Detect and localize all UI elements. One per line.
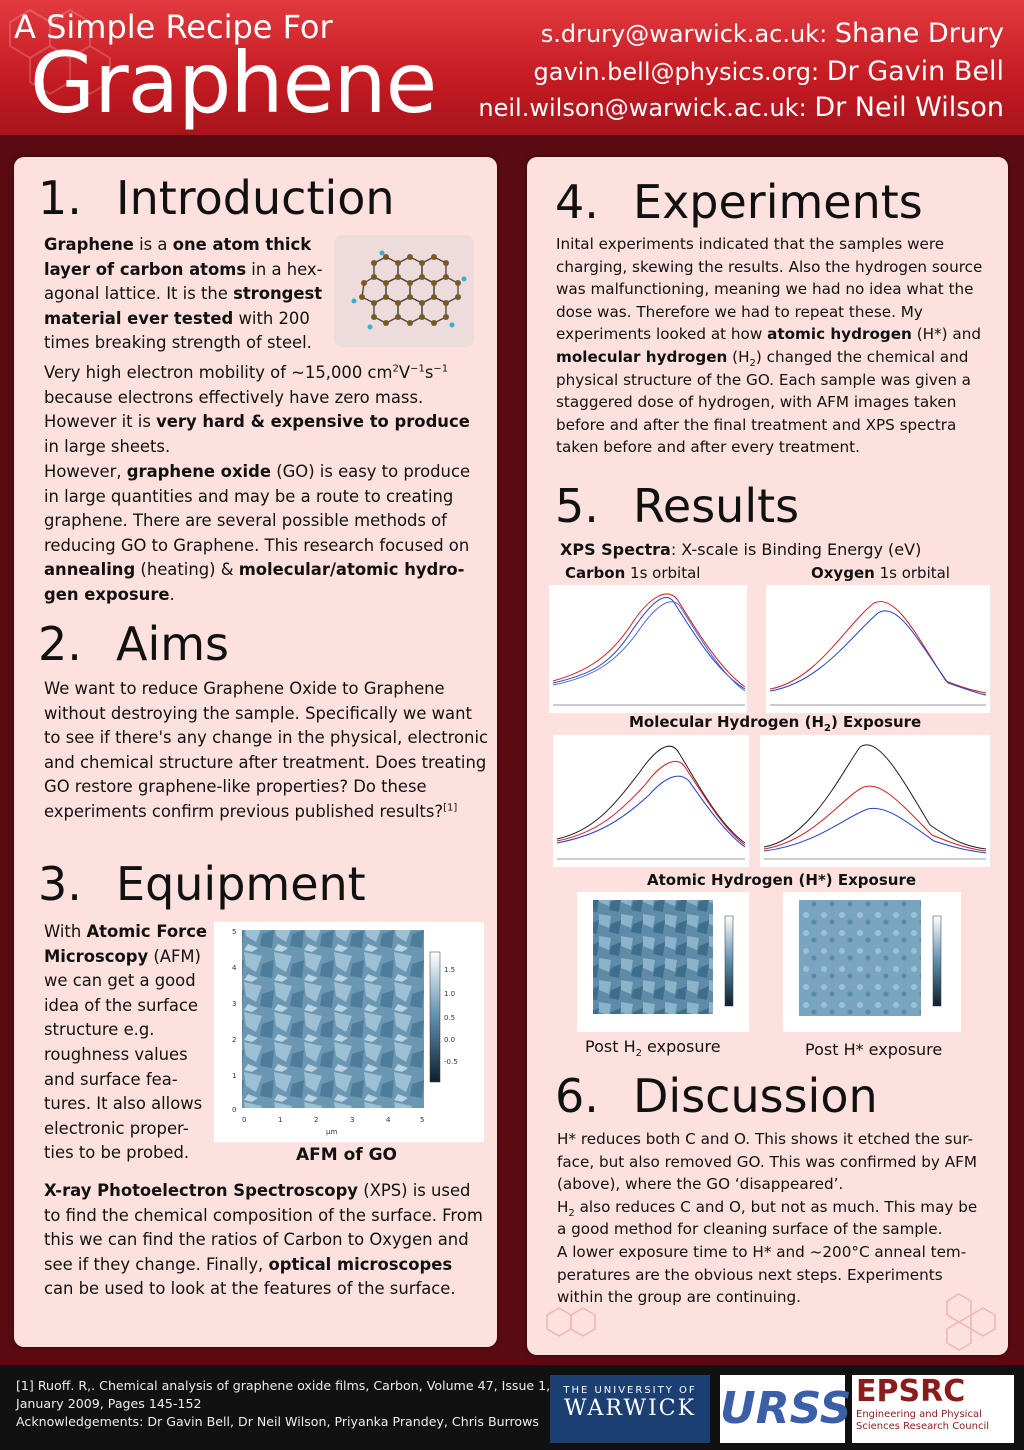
- oxygen-h2-spectrum: [766, 585, 990, 713]
- section-heading-results: 5. Results: [555, 479, 800, 533]
- experiments-paragraph: Inital experiments indicated that the samples were charging, skewing the results. Also the hydrogen source was malfunctioning, meaning we had no idea what the dose was. Therefore we had to repeat these. My experiments looked at how atomic hydrogen (H*) and molecular hydrogen $(H_2)$ changed the chemical and physical structure of the GO. Each sample was given a staggered dose of hydrogen, with AFM images taken before and after the final treatment and XPS spectra taken before and after every treatment.: [556, 235, 983, 457]
- warwick-logo[interactable]: THE UNIVERSITY OF WARWICK: [550, 1375, 710, 1443]
- atomic-hydrogen-caption: Atomic Hydrogen (H*) Exposure: [647, 871, 917, 889]
- svg-text:0.5: 0.5: [444, 1014, 456, 1022]
- poster-header: [0, 0, 1024, 135]
- svg-text:μm: μm: [326, 1128, 338, 1136]
- svg-text:3: 3: [232, 1000, 237, 1008]
- afm-post-h2-image: [577, 892, 749, 1032]
- svg-text:3: 3: [350, 1116, 355, 1124]
- post-h2-caption: Post $H_2$ exposure: [585, 1037, 721, 1060]
- svg-text:4: 4: [232, 964, 237, 972]
- svg-text:1.5: 1.5: [444, 966, 456, 974]
- urss-logo[interactable]: URSS: [720, 1375, 845, 1443]
- svg-text:5: 5: [232, 928, 237, 936]
- intro-paragraph-1: Graphene is a one atom thick layer of carbon atoms in a hex-agonal lattice. It is the strongest material ever tested with 200 times breaking strength of steel.: [44, 235, 323, 353]
- carbon-label: Carbon 1s orbital: [565, 564, 701, 582]
- oxygen-label: Oxygen 1s orbital: [811, 564, 950, 582]
- author-2: [534, 56, 1005, 87]
- author-email[interactable]: neil.wilson@warwick.ac.uk:: [478, 94, 807, 122]
- svg-text:1: 1: [232, 1072, 237, 1080]
- svg-text:0: 0: [232, 1106, 237, 1114]
- acknowledgements: Acknowledgements: Dr Gavin Bell, Dr Neil Wilson, Priyanka Prandey, Chris Burrows: [16, 1414, 539, 1429]
- aims-paragraph: We want to reduce Graphene Oxide to Graphene without destroying the sample. Specifically we want to see if there's any change in the physical, electronic and chemical structure after treatment. Does treating GO restore graphene-like properties? Do these experiments confirm previous published results?[1]: [44, 679, 489, 821]
- intro-paragraph-3: However, graphene oxide (GO) is easy to produce in large quantities and may be a route to creating graphene. There are several possible methods of reducing GO to Graphene. This research focused on annealing (heating) & molecular/atomic hydro-gen exposure.: [44, 462, 471, 604]
- discussion-paragraph: H* reduces both C and O. This shows it etched the sur-face, but also removed GO. This was confirmed by AFM (above), where the GO ‘disappeared’. $H_2$ also reduces C and O, but not as much. This may be a good method for cleaning surface of the sample. A lower exposure time to H* and ~200°C anneal tem-peratures are the obvious next steps. Experiments within the group are continuing.: [557, 1130, 978, 1307]
- post-hstar-caption: Post H* exposure: [805, 1040, 943, 1059]
- svg-text:4: 4: [386, 1116, 391, 1124]
- poster-title: Graphene: [30, 34, 437, 132]
- epsrc-logo[interactable]: EPSRC Engineering and Physical Sciences Research Council: [852, 1375, 1014, 1443]
- hexagon-decoration-icon: [527, 1285, 1008, 1355]
- right-column-panel: [527, 157, 1008, 1355]
- poster-subtitle: A Simple Recipe For: [14, 8, 333, 46]
- left-column-panel: [14, 157, 497, 1347]
- afm-post-hstar-image: [783, 892, 961, 1032]
- intro-paragraph-2: Very high electron mobility of ~15,000 $cm^2V^{-1}s^{-1}$ because electrons effectively have zero mass. However it is very hard & expensive to produce in large sheets.: [44, 363, 470, 456]
- molecular-hydrogen-caption: Molecular Hydrogen $(H_2)$ Exposure: [629, 713, 922, 734]
- svg-text:0.0: 0.0: [444, 1036, 456, 1044]
- carbon-h2-spectrum: [549, 585, 747, 713]
- svg-text:2: 2: [314, 1116, 319, 1124]
- svg-text:-0.5: -0.5: [444, 1058, 458, 1066]
- author-name: Dr Gavin Bell: [826, 56, 1004, 87]
- svg-text:1.0: 1.0: [444, 990, 456, 998]
- author-name: Dr Neil Wilson: [814, 92, 1004, 123]
- afm-caption: AFM of GO: [296, 1145, 398, 1165]
- xps-header: XPS Spectra: X-scale is Binding Energy (eV): [560, 540, 922, 559]
- svg-text:1: 1: [278, 1116, 283, 1124]
- section-heading-aims: 2. Aims: [38, 617, 230, 671]
- section-heading-experiments: 4. Experiments: [555, 175, 923, 229]
- author-3: [478, 92, 1004, 123]
- reference-1: [1] Ruoff. R,. Chemical analysis of graphene oxide films, Carbon, Volume 47, Issue 1, January 2009, Pages 145-152: [16, 1378, 551, 1411]
- svg-text:2: 2: [232, 1036, 237, 1044]
- svg-text:5: 5: [420, 1116, 425, 1124]
- author-email[interactable]: gavin.bell@physics.org:: [533, 58, 820, 86]
- oxygen-hstar-spectrum: [760, 735, 990, 867]
- graphene-lattice-icon: [334, 235, 474, 347]
- footer-references: [16, 1377, 556, 1431]
- svg-text:0: 0: [242, 1116, 247, 1124]
- author-1: [541, 18, 1004, 49]
- section-heading-equipment: 3. Equipment: [38, 857, 366, 911]
- author-name: Shane Drury: [834, 18, 1004, 49]
- equipment-afm-text: With Atomic Force Microscopy (AFM) we can get a good idea of the surface structure e.g. roughness values and surface fea-tures. It also allows electronic proper-ties to be probed.: [44, 922, 208, 1163]
- afm-image-go: [214, 922, 484, 1142]
- section-heading-discussion: 6. Discussion: [555, 1069, 878, 1123]
- carbon-hstar-spectrum: [553, 735, 749, 867]
- section-heading-introduction: 1. Introduction: [38, 171, 395, 225]
- equipment-xps-text: X-ray Photoelectron Spectroscopy (XPS) is used to find the chemical composition of the surface. From this we can find the ratios of Carbon to Oxygen and see if they change. Finally, optical microscopes can be used to look at the features of the surface.: [44, 1181, 483, 1299]
- poster-footer: [0, 1365, 1024, 1450]
- author-email[interactable]: s.drury@warwick.ac.uk:: [540, 20, 828, 48]
